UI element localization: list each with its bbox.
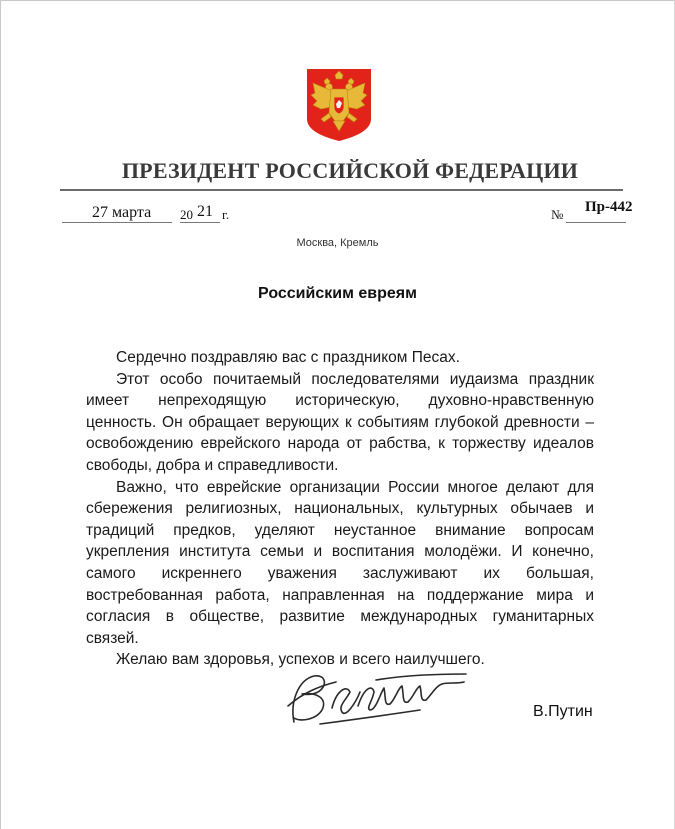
place-of-issue: Москва, Кремль	[296, 237, 379, 249]
handwritten-signature	[280, 662, 475, 732]
date-suffix: г.	[222, 207, 230, 222]
year-underline	[180, 222, 220, 223]
signatory-name: В.Путин	[533, 703, 593, 720]
date-day-month: 27 марта	[92, 204, 152, 221]
letter-paragraph: Этот особо почитаемый последователями иудаизма праздник имеет непреходящую историческую, духовно-нравственную ценность. Он обращает верующих к событиям глубокой древности – освобождению еврейского народа от рабства, к торжеству идеалов свободы, добра и справедливости.	[86, 370, 594, 474]
page-border-left	[0, 0, 1, 829]
title-rule	[60, 189, 623, 191]
number-underline	[566, 222, 626, 223]
letter-paragraph: Сердечно поздравляю вас с праздником Песах.	[116, 349, 460, 366]
letter-paragraph: Важно, что еврейские организации России многое делают для сбережения религиозных, национальных, культурных обычаев и традиций предков, уделяют неустанное внимание вопросам укрепления института семьи и воспитания молодёжи. И конечно, самого искреннего уважения заслуживают их большая, востребованная работа, направленная на поддержание мира и согласия в обществе, развитие международных гуманитарных связей.	[86, 478, 594, 647]
document-title: ПРЕЗИДЕНТ РОССИЙСКОЙ ФЕДЕРАЦИИ	[121, 158, 579, 183]
coat-of-arms-icon	[305, 67, 373, 143]
date-underline	[62, 222, 172, 223]
letter-paragraph: Желаю вам здоровья, успехов и всего наилучшего.	[116, 651, 485, 669]
number-label: №	[551, 207, 564, 222]
date-century: 20	[180, 207, 193, 222]
letter-heading: Российским евреям	[258, 285, 417, 302]
document-number: Пр-442	[585, 199, 633, 215]
date-year: 21	[197, 203, 213, 220]
page-border-top	[0, 0, 675, 1]
letter-body	[86, 347, 594, 671]
